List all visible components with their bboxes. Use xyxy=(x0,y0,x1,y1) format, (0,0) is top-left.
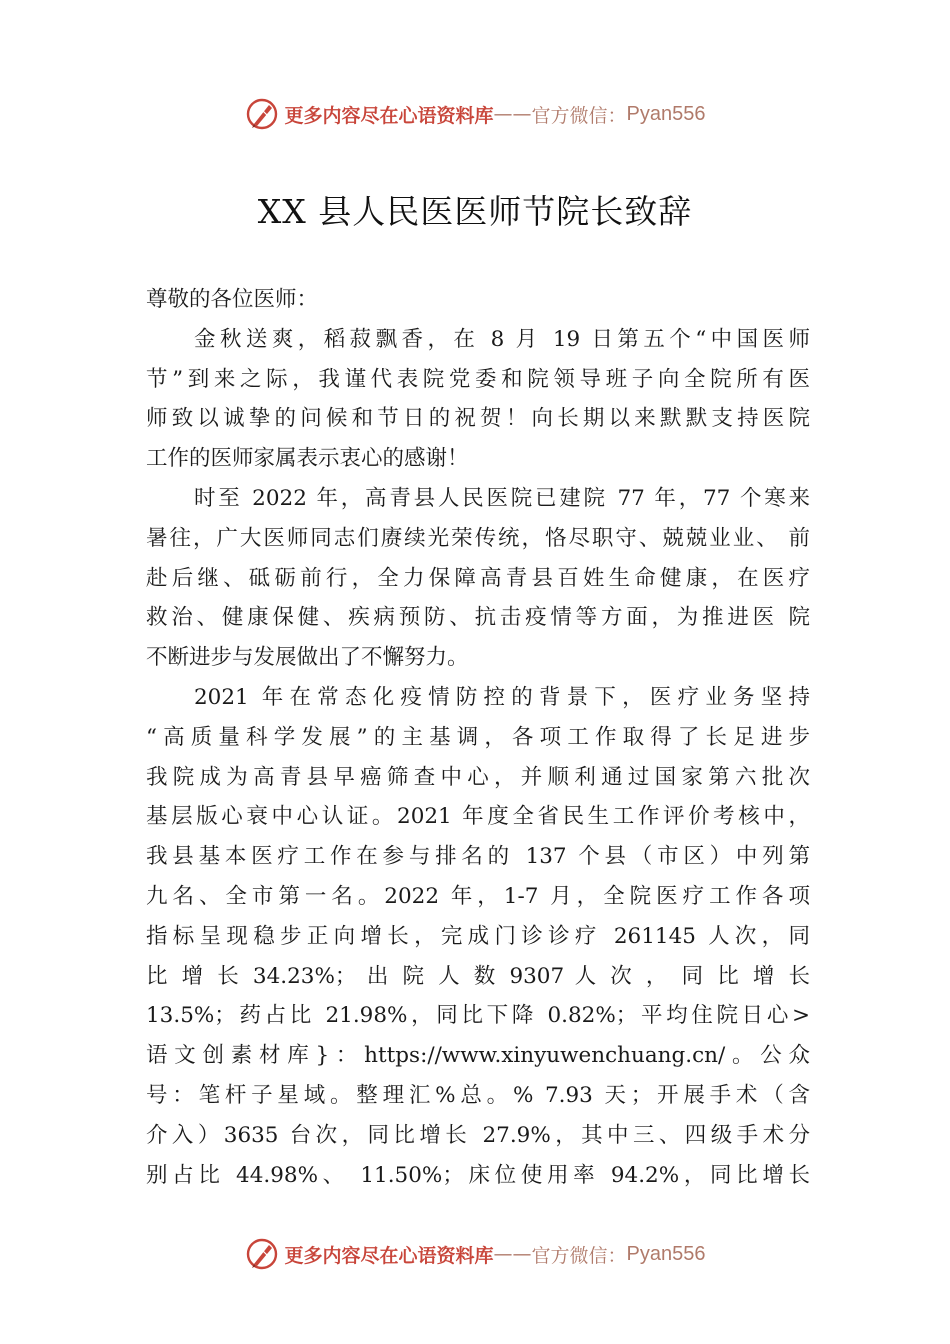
watermark-brand: 更多内容尽在心语资料库 xyxy=(284,1244,494,1267)
paragraph-line: 节”到来之际，我谨代表院党委和院领导班子向全院所有医 xyxy=(146,366,810,392)
paragraph-line: 比 增 长 34.23%； 出 院 人 数 9307 人 次 ， 同 比 增 长 xyxy=(146,963,810,989)
quill-pen-logo-icon xyxy=(245,1237,279,1271)
paragraph-line: 基层版心衰中心认证。2021 年度全省民生工作评价考核中， xyxy=(146,804,810,830)
quill-pen-logo-icon xyxy=(245,97,279,131)
watermark-wechat-id: Pyan556 xyxy=(626,1242,706,1265)
paragraph-line: 九名、全市第一名。2022 年，1-7 月，全院医疗工作各项 xyxy=(146,883,810,909)
paragraph-line: 金秋送爽，稻菽飘香，在 8 月 19 日第五个“中国医师 xyxy=(194,326,810,352)
paragraph-line: 号：笔杆子星域。整理汇%总。% 7.93 天；开展手术（含 xyxy=(146,1082,810,1108)
header-watermark xyxy=(0,94,950,134)
watermark-separator: —— xyxy=(493,103,532,125)
paragraph-line: 赴后继、砥砺前行，全力保障高青县百姓生命健康，在医疗 xyxy=(146,565,810,591)
paragraph-line: “高质量科学发展”的主基调，各项工作取得了长足进步 xyxy=(146,724,810,750)
paragraph-line: 介入）3635 台次，同比增长 27.9%，其中三、四级手术分 xyxy=(146,1122,810,1148)
paragraph-line: 时至 2022 年，高青县人民医院已建院 77 年，77 个寒来 xyxy=(194,485,810,511)
paragraph-line: 2021 年在常态化疫情防控的背景下，医疗业务坚持 xyxy=(194,684,810,710)
document-body xyxy=(146,280,810,1195)
paragraph-line: 不断进步与发展做出了不懈努力。 xyxy=(146,645,469,671)
watermark-wechat-id: Pyan556 xyxy=(626,102,706,125)
paragraph-line: 我院成为高青县早癌筛查中心，并顺利通过国家第六批次 xyxy=(146,764,810,790)
salutation: 尊敬的各位医师： xyxy=(146,287,319,312)
paragraph-line: 语文创素材库}：https://www.xinyuwenchuang.cn/。公众 xyxy=(146,1043,810,1069)
paragraph-line: 师致以诚挚的问候和节日的祝贺！向长期以来默默支持医院 xyxy=(146,406,810,432)
watermark-wechat-label: 官方微信： xyxy=(531,1244,627,1267)
watermark-brand: 更多内容尽在心语资料库 xyxy=(284,104,494,127)
footer-watermark xyxy=(0,1234,950,1274)
paragraph-line: 指标呈现稳步正向增长，完成门诊诊疗 261145 人次，同 xyxy=(146,923,810,949)
paragraph-line: 工作的医师家属表示衷心的感谢！ xyxy=(146,446,469,472)
paragraph-line: 暑往，广大医师同志们赓续光荣传统，恪尽职守、兢兢业业、 前 xyxy=(146,525,810,551)
watermark-separator: —— xyxy=(493,1243,532,1265)
watermark-wechat-label: 官方微信： xyxy=(531,104,627,127)
document-title: XX 县人民医医师节院长致辞 xyxy=(257,192,693,231)
paragraph-line: 救治、健康保健、疾病预防、抗击疫情等方面，为推进医 院 xyxy=(146,605,810,631)
paragraph-line: 我县基本医疗工作在参与排名的 137 个县（市区）中列第 xyxy=(146,844,810,870)
paragraph-line: 13.5%；药占比 21.98%，同比下降 0.82%；平均住院日心> xyxy=(146,1003,810,1029)
paragraph-line: 别占比 44.98%、 11.50%；床位使用率 94.2%，同比增长 xyxy=(146,1162,810,1188)
